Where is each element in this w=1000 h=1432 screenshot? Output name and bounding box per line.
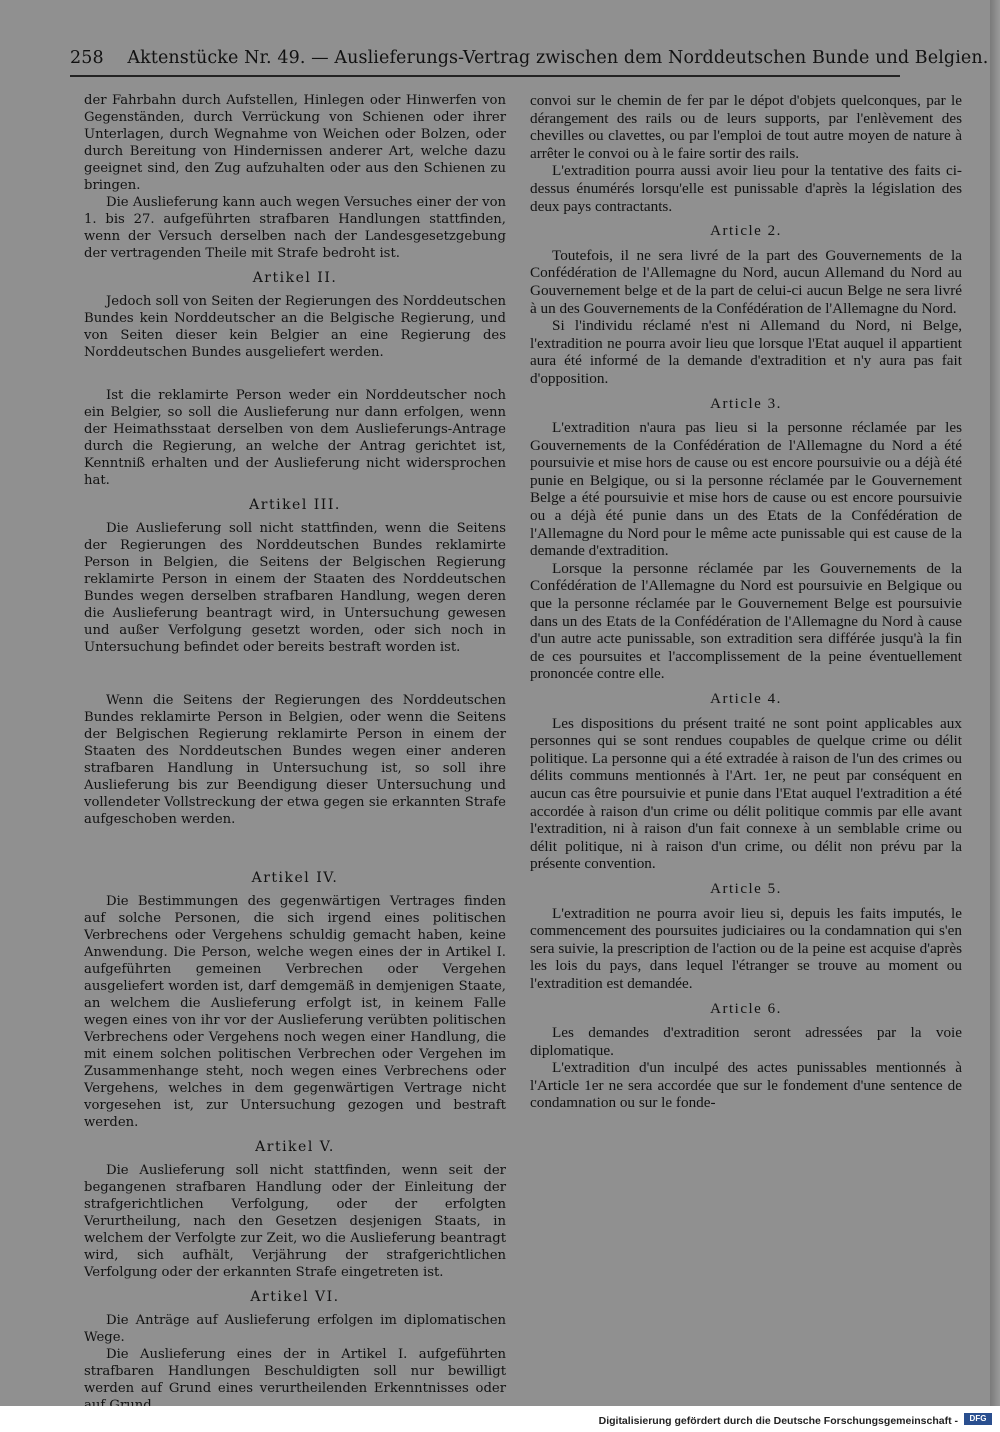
dfg-logo-icon: DFG xyxy=(964,1413,992,1425)
german-paragraph: Wenn die Seitens der Regierungen des Norddeutschen Bundes reklamirte Person in Belgien, oder wenn die Seitens der Belgischen Regierung reklamirte Person in einem der Staaten des Norddeutschen Bundes wegen einer anderen strafbaren Handlung in Untersuchung ist, so soll ihre Auslieferung bis zur Beendigung dieser Untersuchung und vollendeter Vollstreckung der etwa gegen sie erkannten Strafe aufgeschoben werden. xyxy=(84,693,506,827)
german-article-heading: Artikel III. xyxy=(249,497,341,513)
page-edge-shadow xyxy=(990,0,1000,1406)
french-article-heading: Article 5. xyxy=(710,880,782,897)
spacer xyxy=(84,656,506,692)
german-paragraph: Die Auslieferung eines der in Artikel I. aufgeführten strafbaren Handlungen Beschuldigten soll nur bewilligt werden auf Grund eines verurtheilenden Erkenntnisses oder xyxy=(84,1347,506,1396)
page-number: 258 xyxy=(70,48,104,68)
german-paragraph: Die Bestimmungen des gegenwärtigen Vertrages finden auf solche Personen, die sich irgend eines politischen Verbrechens oder Vergehens schuldig gemacht haben, keine Anwendung. Die Person, welche wegen eines der in Artikel I. aufgeführten gemeinen Verbrechen oder Vergehen ausgeliefert worden ist, darf demgemäß in demjenigen Staate, an welchem die Auslieferung erfolgt ist, in keinem Falle wegen eines von ihr vor der Auslieferung verübten politischen Verbrechens oder Vergehens noch wegen einer Handlung, die mit einem solchen politischen Verbrechen oder Vergehen im Zusammenhange steht, noch wegen eines Verbrechens oder Vergehens, welches in dem gegenwärtigen Vertrage nicht vorgesehen ist, zur Untersuchung gezogen und bestraft werden. xyxy=(84,894,506,1130)
french-paragraph: Toutefois, il ne sera livré de la part des Gouvernements de la Confédération de l'Allemagne du Nord, aucun Allemand du Nord au Gouvernement belge et de la part de celui-ci aucun Belge ne sera livré à un des Gouvernements de la Confédération de l'Allemagne du Nord. xyxy=(530,246,962,317)
french-paragraph: Lorsque la personne réclamée par les Gouvernements de la Confédération de l'Allemagne du Nord est poursuivie en Belgique ou que la personne réclamée par le Gouvernement Belge est poursuivie dans un des Etats de la Confédération de l'Allemagne du Nord à cause d'un autre acte punissable, son extradition sera différée jusqu'à la fin de ces poursuites et l'accomplissement de la peine éventuellement prononcée contre elle. xyxy=(530,559,962,683)
digitization-footer xyxy=(0,1406,1000,1432)
running-header xyxy=(70,48,989,68)
spacer xyxy=(84,828,506,862)
french-paragraph: convoi sur le chemin de fer par le dépot d'objets quelconques, par le dérangement des rails ou de leurs supports, par l'enlèvement des chevilles ou clavettes, ou par l'emploi de tout autre moyen de nature à arrêter le convoi ou à le faire sortir des rails. xyxy=(530,92,962,162)
german-article-heading: Artikel V. xyxy=(255,1139,335,1155)
german-paragraph: Die Anträge auf Auslieferung erfolgen im diplomatischen Wege. xyxy=(84,1313,506,1345)
french-paragraph: L'extradition ne pourra avoir lieu si, depuis les faits imputés, le commencement des poursuites judiciaires ou la condamnation qui s'en sera suivie, la prescription de l'action ou de la peine est acquise d'après les lois du pays, dans lequel l'étranger se trouve au moment ou l'extradition est demandée. xyxy=(530,904,962,992)
german-article-heading: Artikel IV. xyxy=(251,870,339,886)
french-paragraph: Les dispositions du présent traité ne sont point applicables aux personnes qui se sont rendues coupables de quelque crime ou délit politique. La personne qui a été extradée à raison de l'un des crimes ou délits communs mentionnés à l'Art. 1er, ne peut par conséquent en aucun cas être poursuivie et punie dans l'Etat auquel l'extradition a été accordée à raison d'un crime ou délit politique commis par elle avant l'extradition, ni à raison d'un fait connexe à un semblable crime ou délit politique, ni à raison d'un crime, ou délit non prévu par la présente convention. xyxy=(530,714,962,873)
german-paragraph: Die Auslieferung soll nicht stattfinden, wenn die Seitens der Regierungen des Norddeutschen Bundes reklamirte Person in Belgien, die Seitens der Belgischen Regierung reklamirte Person in einem der Staaten des Norddeutschen Bundes wegen derselben strafbaren Handlung, wegen deren die Auslieferung beantragt wird, in Untersuchung gewesen und außer Verfolgung gesetzt worden, oder sich noch in Untersuchung befindet oder bereits bestraft worden ist. xyxy=(84,521,506,655)
french-paragraph: Si l'individu réclamé n'est ni Allemand du Nord, ni Belge, l'extradition ne pourra avoir lieu que lorsque l'Etat auquel il appartient aura été informé de la demande d'extradition et n'y aura pas fait d'opposition. xyxy=(530,317,962,387)
french-paragraph: L'extradition d'un inculpé des actes punissables mentionnés à l'Article 1er ne sera accordée que sur le fondement d'une sentence de condamnation ou sur le fonde- xyxy=(530,1059,962,1112)
french-article-heading: Article 2. xyxy=(710,223,782,240)
german-paragraph: Die Auslieferung soll nicht stattfinden, wenn seit der begangenen strafbaren Handlung oder der Einleitung der strafgerichtlichen Verfolgung, oder der erfolgten Verurtheilung, nach den Gesetzen desjenigen Staats, in welchem der Verfolgte zur Zeit, wo die Auslieferung beantragt wird, sich aufhält, Verjährung der strafgerichtlichen Verfolgung oder der erkannten Strafe eingetreten ist. xyxy=(84,1163,506,1280)
french-paragraph: L'extradition pourra aussi avoir lieu pour la tentative des faits ci-dessus énumérés lorsqu'elle est punissable d'après la législation des deux pays contractants. xyxy=(530,162,962,215)
footer-credit: Digitalisierung gefördert durch die Deutsche Forschungsgemeinschaft - xyxy=(598,1415,958,1427)
french-article-heading: Article 4. xyxy=(710,691,782,707)
french-paragraph: Les demandes d'extradition seront adressées par la voie diplomatique. xyxy=(530,1024,962,1059)
spacer xyxy=(84,361,506,387)
german-paragraph: Ist die reklamirte Person weder ein Norddeutscher noch ein Belgier, so soll die Auslieferung nur dann erfolgen, wenn der Heimathsstaat derselben von dem Auslieferungs-Antrage durch die Regierung, an welche der Antrag gerichtet ist, Kenntniß erhalten und der Auslieferung nicht widersprochen hat. xyxy=(84,388,506,488)
german-article-heading: Artikel VI. xyxy=(250,1289,340,1305)
french-article-heading: Article 3. xyxy=(710,395,782,412)
german-column xyxy=(84,92,506,1414)
french-article-heading: Article 6. xyxy=(710,1000,782,1017)
french-column xyxy=(530,92,962,1112)
german-paragraph: Jedoch soll von Seiten der Regierungen des Norddeutschen Bundes kein Norddeutscher an die Belgische Regierung, und von Seiten dieser kein Belgier an eine Regierung des Norddeutschen Bundes ausgeliefert werden. xyxy=(84,294,506,360)
german-paragraph: Die Auslieferung kann auch wegen Versuches einer der von 1. bis 27. aufgeführten strafbaren Handlungen stattfinden, wenn der Versuch derselben nach der Landesgesetzgebung der vertragenden Theile mit Strafe bedroht ist. xyxy=(84,195,506,261)
german-paragraph: der Fahrbahn durch Aufstellen, Hinlegen oder Hinwerfen von Gegenständen, durch Verrückung von Schienen oder ihrer Unterlagen, durch Wegnahme von Weichen oder Bolzen, oder durch Bereitung von Hindernissen anderer Art, welche dazu geeignet sind, den Zug aufzuhalten oder aus den Schienen zu bringen. xyxy=(84,93,506,193)
french-paragraph: L'extradition n'aura pas lieu si la personne réclamée par les Gouvernements de la Confédération de l'Allemagne du Nord a été poursuivie et mise hors de cause ou est encore poursuivie ou a déjà été punie en Belgique, ou si la personne réclamée par le Gouvernement Belge a été poursuivie et mise hors de cause ou est encore poursuivie ou a déjà été punie dans un des Etats de la Confédération de l'Allemagne du Nord pour le même acte punissable qui est cause de la demande d'extradition. xyxy=(530,419,962,560)
german-article-heading: Artikel II. xyxy=(252,270,338,286)
header-rule xyxy=(70,75,900,77)
header-title: Aktenstücke Nr. 49. — Auslieferungs-Vertrag zwischen dem Norddeutschen Bunde und Belgien. xyxy=(127,48,989,68)
